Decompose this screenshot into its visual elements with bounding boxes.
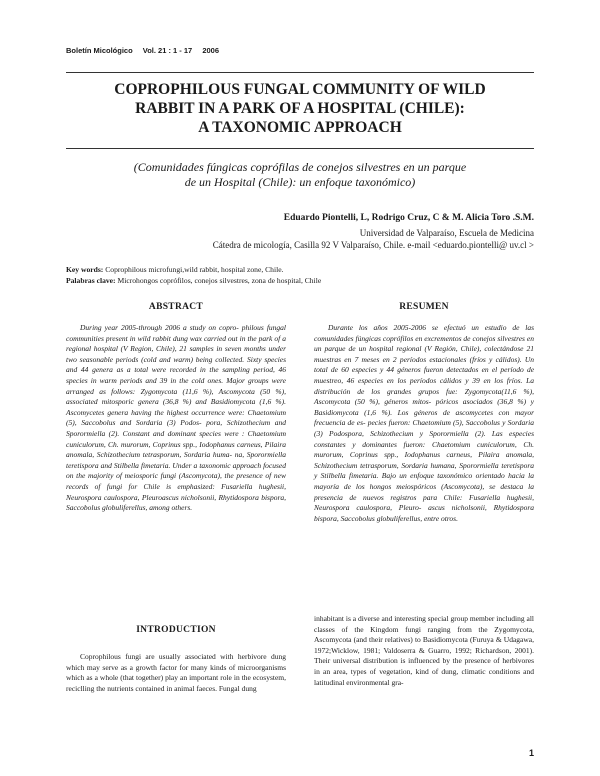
subtitle-line-1: (Comunidades fúngicas coprófilas de conejos silvestres en un parque [133,160,467,174]
journal-header [66,46,227,55]
paper-title [66,80,534,137]
keywords-es-label: Palabras clave: [66,276,116,285]
text-line: dominant species were : Chaetomium cuniculorum, Ch. [66,428,287,449]
abstract-body [66,323,286,514]
text-line: globuliferellus, entre otros. [376,513,458,523]
journal-name: Boletín Micológico [66,46,133,55]
author-block [213,212,534,252]
text-line: member including all classes of the Kingdom fungi ranging [314,614,535,634]
text-line: en 2 períodos estacionales (fríos y cálidos). Un total de [314,354,534,375]
abstract-paragraph [66,323,286,514]
text-line: together) play an important role in the ecosystem, reciclling [66,673,287,693]
text-line: meiosporic fungi (Ascomycota), the presence of new [124,471,287,481]
top-rule [66,72,534,73]
journal-volume: Vol. 21 : 1 - 17 [142,46,193,55]
text-line: Ascomycetes genera having the highest occurrence were: [66,407,245,417]
introduction-heading: INTRODUCTION [136,625,216,635]
author-names: Eduardo Piontelli, L, Rodrigo Cruz, C & M. Alicia Toro .S.M. [283,213,534,223]
text-line: fimetaria. Bajo un enfoque taxonómico orientado hacia [349,471,525,481]
keywords-en-text: Coprophilous microfungi,wild rabbit, hospital zone, Chile. [103,265,284,274]
text-line: philous fungal communities present in wild rabbit dung [66,323,287,343]
text-line: wax carried out in the park of a regional hospital (V [66,333,286,354]
text-line: many kinds of microorganisms which as a whole (that [66,662,287,683]
text-line: póricos asociados (36,8 %) y Basidiomycota (1,6 %). [314,397,534,417]
title-rule [66,148,534,149]
text-line: Coprophilous fungi are usually associated with [80,652,234,661]
keywords-en-label: Key words: [66,265,104,274]
introduction-left-body [66,652,286,694]
paper-subtitle [66,160,534,190]
text-line: Fusariella hughesii, Neurospora caulospora, Pleuro- [314,492,534,513]
introduction-paragraph-right [314,614,534,688]
text-line: pora, Schizothecium and Sporormiella (2). Constant and [66,418,286,438]
text-line: (3) Podospora, Schizothecium y Sporormiella (2). Las [314,428,503,438]
resumen-paragraph [314,323,534,524]
text-line: inhabitant is a diverse and interesting special group [314,614,468,623]
text-line: Los géneros de ascomycetes con mayor frecuencia de es- [314,407,534,428]
text-line: los fríos. La distribución de los grandes grupos fue: [314,375,535,396]
text-line: Region, Chile), 21 samples in seven months under two [66,344,287,364]
introduction-right-body [314,614,534,688]
keywords-es-text: Microhongos coprófilos, conejos silvestres, zona de hospital, Chile [115,276,322,285]
keywords-es [66,275,534,286]
text-line: Under a taxonomic approach focused on the majority of [66,460,287,481]
text-line: seasonable periods (cold and warm) being collected. [79,354,245,364]
keywords-en [66,264,534,275]
text-line: climatic conditions and latitudinal environmental gra- [314,666,535,687]
text-line: During year 2005-through 2006 a study on copro- [80,323,239,332]
text-line: destaca la presencia de nuevos registros para Chile: [314,481,535,502]
text-line: from the Zygomycota, Ascomycota (and their relatives) [314,624,535,645]
page-number: 1 [528,748,534,758]
text-line: Zygomycota(11,6 %), Ascomycota (50 %), géneros mitos- [314,386,535,407]
text-line: carneus, Pilaira anomala, Schizothecium tetrasporum, [314,450,534,470]
text-line: especies constantes y dominantes fueron: Chaetomium [314,428,534,449]
text-line: herbivore dung which may serve as a growth factor for [66,652,286,672]
text-line: 60 especies y 44 géneros fueron detectados en el período [341,365,524,375]
text-line: mitosporic genera (36,8 %) and Basidiomycota (1,6 %). [101,397,286,407]
text-line: 1981; Valdoserra & Guarro, 1992; Richardson, 2001). Their [314,645,535,666]
text-line: Zygomycota (11,6 %), Ascomycota (50 %), associated [66,386,287,407]
author-affiliation: Universidad de Valparaíso, Escuela de Medicina [359,227,534,238]
text-line: de las comunidades fúngicas coprófilos en excrementos de [314,323,534,343]
text-line: in the cold ones. Major groups were arranged as follows: [66,375,286,396]
text-line: Sordaria humana, Sporormiella teretispora y Stilbella [314,460,534,481]
text-line: conejos silvestres en un parque de un hospital regional [314,333,535,354]
introduction-paragraph-left [66,652,286,694]
text-line: na, Sporormiella teretispora and Stilbella fimetaria. [66,450,286,470]
title-line-3: A TAXONOMIC APPROACH [198,119,402,136]
title-line-1: COPROPHILOUS FUNGAL COMMUNITY OF WILD [114,81,486,98]
text-line: murorum, Coprinus spp., Iodophanus carneus, Pilaira [120,439,286,449]
text-line: de muestreo, 46 especies en los períodos cálidos y 39 en [314,365,535,385]
resumen-heading: RESUMEN [399,302,449,312]
text-line: herbivores in an area, types of vegetation, kind of dung, [314,656,535,676]
text-line: la mayoría de los hongos meiospóricos (Ascomycota), se [314,471,534,491]
text-line: hughesii, Neurospora caulospora, Pleuroascus [66,481,286,502]
author-address: Cátedra de micología, Casilla 92 V Valparaíso, Chile. e-mail <eduardo.piontelli@ uv.cl > [212,240,534,250]
text-line: nicholsonii, Rhytidospora bispora, Saccobolus [66,492,287,513]
text-line: universal distribution is influenced by the presence of [332,656,500,666]
text-line: anomala, Schizothecium tetrasporum, Sordaria huma- [66,450,233,460]
text-line: to Basidiomycota (Furuya & Udagawa, 1972;Wicklow, [314,635,534,655]
text-line: globuliferellus, among others. [102,503,193,513]
text-line: pecies fueron: Chaetomium (5), Saccobolus y Sordaria [367,418,535,428]
text-line: (V Región, Chile), colectándose 21 muestras en 7 meses [314,344,535,364]
title-line-2: RABBIT IN A PARK OF A HOSPITAL (CHILE): [135,100,465,117]
text-line: the sampling period, 46 species in warm periods and 39 [66,365,287,385]
journal-year: 2006 [202,46,220,55]
text-line: records of fungi for Chile is emphasized: Fusariella [66,481,253,491]
text-line: Chaetomium (5), Saccobolus and Sordaria (3) Podos- [66,407,287,428]
abstract-heading: ABSTRACT [148,302,204,312]
text-line: ascus nicholsonii, Rhytidospora bispora, Saccobolus [314,503,534,523]
resumen-body [314,323,534,524]
text-line: the nutrients contained in animal faeces. Fungal dung [96,683,257,693]
text-line: cuniculorum, Ch. murorum, Coprinus spp., Iodophanus [314,439,534,460]
text-line: Sixty species and 44 genera as a total were recorded in [66,354,287,375]
text-line: Durante los años 2005-2006 se efectuó un estudio [328,323,507,332]
keywords-block [66,264,534,286]
subtitle-line-2: de un Hospital (Chile): un enfoque taxonómico) [184,175,416,189]
